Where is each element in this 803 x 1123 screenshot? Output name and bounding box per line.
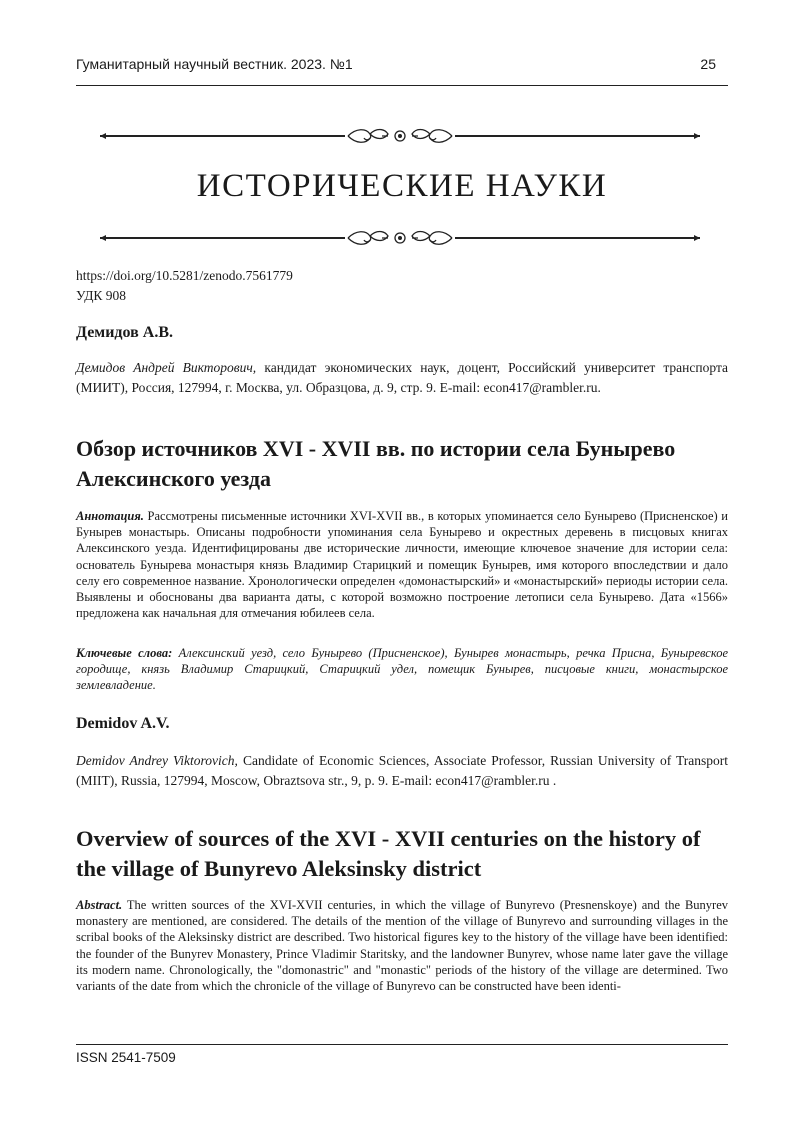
ornament-divider-bottom xyxy=(100,226,700,250)
abstract-ru xyxy=(76,508,728,621)
abstract-en xyxy=(76,897,728,994)
keywords-ru-label: Ключевые слова: xyxy=(76,646,173,660)
article-title-ru: Обзор источников XVI - XVII вв. по истории села Бунырево Алексинского уезда xyxy=(76,436,676,491)
running-head xyxy=(76,56,728,76)
affiliation-ru-name: Демидов Андрей Викторович, xyxy=(76,360,257,375)
page-number: 25 xyxy=(700,56,716,72)
abstract-ru-label: Аннотация. xyxy=(76,509,144,523)
abstract-en-label: Abstract. xyxy=(76,898,123,912)
affiliation-ru xyxy=(76,358,728,398)
article-title-en: Overview of sources of the XVI - XVII centuries on the history of the village of Bunyrevo Aleksinsky district xyxy=(76,826,701,881)
keywords-ru xyxy=(76,645,728,694)
author-en: Demidov A.V. xyxy=(76,715,170,732)
abstract-en-text: The written sources of the XVI-XVII centuries, in which the village of Bunyrevo (Presnenskoye) and the Bunyrev monastery are mentioned, are considered. The details of the mention of the village of Bunyrevo and surrounding villages in the scribal books of the Aleksinsky district are described. Two historical figures key to the history of the village have been identified: the founder of the Bunyrev Monastery, Prince Vladimir Staritsky, and the landowner Bunyrev, whose name later gave the village its modern name. Chronologically, the "domonastric" and "monastic" periods of the history of the village are determined. Two variants of the date from which the chronicle of the village of Bunyrevo can be constructed have been identi- xyxy=(76,898,728,994)
udc-code: УДК 908 xyxy=(76,288,127,303)
keywords-ru-text: Алексинский уезд, село Бунырево (Присненское), Бунырев монастырь, речка Присна, Буныревское городище, князь Владимир Старицкий, Старицкий удел, помещик Бунырев, писцовые книги, монастырское землевладение. xyxy=(76,646,728,693)
issn-footer: ISSN 2541-7509 xyxy=(76,1050,176,1065)
affiliation-en-text: Candidate of Economic Sciences, Associate Professor, Russian University of Transport (MIIT), Russia, 127994, Moscow, Obraztsova str., 9, p. 9. E-mail: econ417@rambler.ru . xyxy=(76,753,729,788)
header-rule xyxy=(76,85,728,86)
author-ru: Демидов А.В. xyxy=(76,324,173,341)
affiliation-en-name: Demidov Andrey Viktorovich, xyxy=(76,753,238,768)
abstract-ru-text: Рассмотрены письменные источники XVI-XVII вв., в которых упоминается село Бунырево (Присненское) и Бунырев монастырь. Описаны подробности упоминания села Бунырево и окрестных деревень в писцовых книгах Алексинского уезда. Идентифицированы две исторические личности, имеющие ключевое значение для истории села: основатель Бунырева монастыря князь Владимир Старицкий и помещик Бунырев, имя которого впоследствии и дало селу его современное название. Хронологически определен «домонастырский» и «монастырский» периоды истории села. Выявлены и обоснованы два варианта даты, с которой возможно построение летописи села Бунырево. Дата «1566» предложена как начальная для отмечания юбилеев села. xyxy=(76,509,728,621)
ornament-divider-top xyxy=(100,124,700,148)
journal-name: Гуманитарный научный вестник. 2023. №1 xyxy=(76,56,353,72)
doi-link[interactable]: https://doi.org/10.5281/zenodo.7561779 xyxy=(76,268,293,283)
affiliation-en xyxy=(76,751,728,791)
section-title: ИСТОРИЧЕСКИЕ НАУКИ xyxy=(196,168,608,204)
affiliation-ru-text: кандидат экономических наук, доцент, Российский университет транспорта (МИИТ), Россия, 127994, г. Москва, ул. Образцова, д. 9, стр. 9. E-mail: econ417@rambler.ru. xyxy=(76,360,728,395)
article-meta xyxy=(76,266,293,306)
footer-rule xyxy=(76,1044,728,1045)
